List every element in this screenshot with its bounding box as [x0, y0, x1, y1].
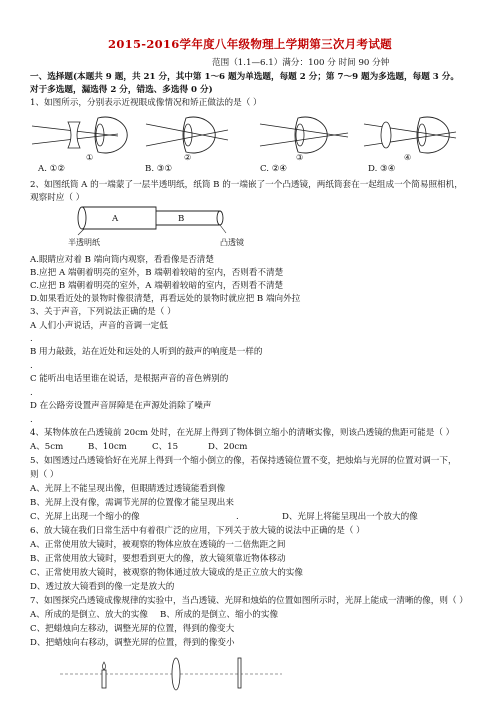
section-heading-line1: 一、选择题(本题共 9 题，共 21 分，其中第 1～6 题为单选题，每题 2 分；第 7～9 题为多选题，每题 3 分。 — [30, 72, 459, 82]
q1-fig-label-4: ④ — [404, 153, 412, 162]
q5-option-d: D、光屏上将能呈现出一个放大的像 — [282, 512, 418, 522]
light-screen-icon — [238, 658, 241, 688]
q3-option-b: B 用力敲鼓，站在近处和远处的人听到的鼓声的响度是一样的 — [30, 347, 263, 357]
q2-option-b: B.应把 A 端朝着明亮的室外，B 端朝着较暗的室内，否则看不清楚 — [30, 268, 284, 278]
q1-figure-1 — [32, 117, 127, 153]
q1-option-c: C. ②④ — [260, 164, 288, 174]
q6-option-b: B、正常使用放大镜时，要想看到更大的像，放大镜须靠近物体移动 — [30, 554, 286, 564]
q1-figure-4 — [364, 117, 456, 153]
q2-label-b: B — [178, 214, 185, 224]
q2-option-d: D.如果看近处的景物时像很清楚，再看远处的景物时就应把 B 端向外拉 — [30, 294, 301, 304]
q3-dot-c: . — [30, 388, 33, 398]
q4-option-b: B、10cm — [88, 442, 127, 452]
q5-option-c: C、光屏上出现一个缩小的像 — [30, 512, 140, 522]
section-heading-line2: 对于多选题，漏选得 2 分，错选、多选得 0 分) — [30, 85, 213, 95]
q2-stem-line1: 2、如图纸筒 A 的一端蒙了一层半透明纸，纸筒 B 的一端嵌了一个凸透镜，两纸筒套在一起组成一个简易照相机， — [30, 180, 463, 190]
q1-eye-diagrams — [28, 112, 468, 162]
q5-dot: . — [236, 512, 239, 522]
q2-stem-line2: 观察时应（ ） — [30, 193, 85, 203]
q6-option-d: D、透过放大镜看到的像一定是放大的 — [30, 582, 175, 592]
q3-stem: 3、关于声音，下列说法正确的是（ ） — [30, 307, 176, 317]
q3-option-a: A 人们小声说话，声音的音调一定低 — [30, 321, 168, 331]
q7-stem: 7、如图探究凸透镜成像规律的实验中，当凸透镜、光屏和烛焰的位置如图所示时，光屏上能成一清晰的像，则（ ） — [30, 596, 468, 606]
q7-option-b: B、所成的是倒立、缩小的实像 — [160, 610, 279, 620]
q1-figure-2 — [146, 117, 228, 153]
q6-option-c: C、正常使用放大镜时，被观察的物体通过放大镜成的是正立放大的实像 — [30, 568, 303, 578]
q7-option-a: A、所成的是倒立、放大的实像 — [30, 610, 148, 620]
q7-option-c: C、把蜡烛向左移动，调整光屏的位置，得到的像变大 — [30, 624, 235, 634]
q2-option-a: A.眼睛应对着 B 端向筒内观察，看看像是否清楚 — [30, 255, 214, 265]
q1-option-b: B. ③① — [145, 164, 173, 174]
q4-option-a: A、5cm — [30, 442, 64, 452]
q2-caption-left: 半透明纸 — [68, 238, 100, 247]
q1-figure-3 — [260, 117, 348, 153]
q1-option-a: A. ①② — [38, 164, 66, 174]
q6-stem: 6、放大镜在我们日常生活中有着很广泛的应用，下列关于放大镜的说法中正确的是（ ） — [30, 526, 365, 536]
q5-stem-line2: 则（ ） — [30, 470, 59, 480]
q3-dot-d: . — [30, 415, 33, 425]
candle-icon — [102, 662, 106, 688]
q4-stem: 4、某物体放在凸透镜前 20cm 处时，在光屏上得到了物体倒立缩小的清晰实像，则该凸透镜的焦距可能是（ ） — [30, 428, 455, 438]
q1-option-d: D. ③④ — [368, 164, 396, 174]
q5-option-a: A、光屏上不能呈现出像，但眼睛透过透镜能看到像 — [30, 484, 226, 494]
convex-lens-icon — [172, 658, 180, 690]
exam-scope: 范围（1.1—6.1）满分：100 分 时间 90 分钟 — [212, 58, 390, 68]
q4-option-c: C、15 — [152, 442, 179, 452]
q1-fig-label-1: ① — [86, 153, 94, 162]
q3-option-d: D 在公路旁设置声音屏障是在声源处消除了噪声 — [30, 401, 212, 411]
q5-option-b: B、光屏上没有像，需调节光屏的位置像才能呈现出来 — [30, 498, 234, 508]
q3-dot-b: . — [30, 361, 33, 371]
q3-option-c: C 能听出电话里谁在说话，是根据声音的音色辨别的 — [30, 374, 229, 384]
q3-dot-a: . — [30, 334, 33, 344]
q2-option-c: C.应把 B 端朝着明亮的室外，A 端朝着较暗的室内，否则看不清楚 — [30, 281, 284, 291]
q2-label-a: A — [112, 214, 119, 224]
q5-stem-line1: 5、如图透过凸透镜恰好在光屏上得到一个缩小倒立的像，若保持透镜位置不变，把烛焰与光屏的位置对调一下， — [30, 456, 457, 466]
q4-option-d: D、20cm — [208, 442, 248, 452]
q1-fig-label-3: ③ — [296, 153, 304, 162]
q7-option-d: D、把蜡烛向右移动，调整光屏的位置，得到的像变小 — [30, 638, 235, 648]
exam-title: 2015-2016学年度八年级物理上学期第三次月考试题 — [108, 37, 392, 51]
q6-option-a: A、正常使用放大镜时，被观察的物体应放在透镜的一二倍焦距之间 — [30, 540, 286, 550]
q2-camera-figure — [70, 203, 250, 237]
q1-stem: 1、如图所示，分别表示近视眼成像情况和矫正做法的是（ ） — [30, 98, 262, 108]
q2-caption-right: 凸透镜 — [220, 238, 244, 247]
q1-fig-label-2: ② — [184, 153, 192, 162]
q7-optical-bench — [56, 652, 286, 702]
